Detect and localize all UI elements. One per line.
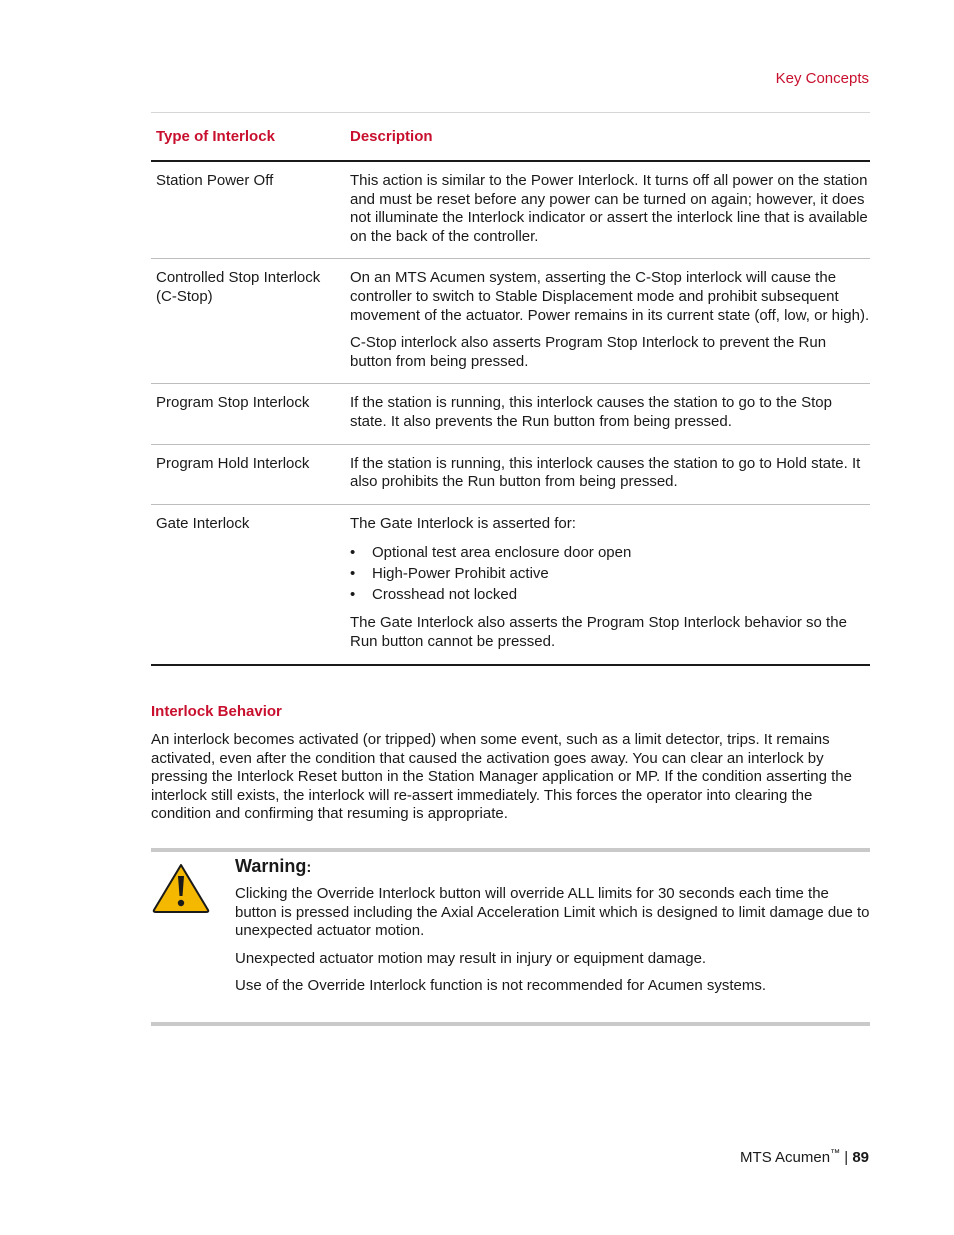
description-paragraph: If the station is running, this interlock causes the station to go to Hold state. It also prohibits the Run button from being pressed. [350, 454, 861, 491]
interlock-type: Gate Interlock [156, 514, 250, 532]
interlock-type: Station Power Off [156, 172, 274, 189]
description-paragraph: On an MTS Acumen system, asserting the C-Stop interlock will cause the controller to switch to Stable Displacement mode and prohibit subsequent movement of the actuator. Power remains in its current state (off, low, or high). [350, 269, 870, 324]
list-item: • High-Power Prohibit active [350, 563, 870, 584]
table-row [151, 505, 870, 666]
section-body: An interlock becomes activated (or tripped) when some event, such as a limit detector, trips. It remains activated, even after the condition that caused the activation goes away. You can clear an interlock by pressing the Interlock Reset button in the Station Manager application or MP. If the condition asserting the interlock still exists, the interlock will re-assert immediately. This forces the operator into clearing the condition and confirming that resuming is appropriate. [151, 731, 852, 823]
table-row [151, 162, 870, 259]
condition-list [350, 542, 870, 605]
footer-separator: | [840, 1149, 853, 1166]
running-header-section: Key Concepts [775, 70, 869, 87]
trademark-symbol: ™ [830, 1148, 841, 1159]
interlock-description [345, 394, 870, 431]
interlock-type: Controlled Stop Interlock (C-Stop) [156, 269, 321, 305]
table-row [151, 445, 870, 505]
warning-callout [151, 848, 870, 1026]
description-paragraph: C-Stop interlock also asserts Program Stop Interlock to prevent the Run button from being pressed. [350, 334, 827, 370]
warning-title: Warning: [235, 856, 312, 876]
list-item: • Optional test area enclosure door open [350, 542, 870, 563]
interlock-type: Program Hold Interlock [156, 454, 310, 472]
warning-paragraph: Use of the Override Interlock function is not recommended for Acumen systems. [235, 977, 767, 995]
warning-paragraph: Unexpected actuator motion may result in injury or equipment damage. [235, 949, 707, 967]
product-name: MTS Acumen [740, 1149, 831, 1166]
page-number: 89 [852, 1149, 869, 1166]
warning-content [235, 856, 870, 1005]
interlock-description [345, 172, 870, 246]
description-paragraph: If the station is running, this interlock causes the station to go to the Stop state. It also prevents the Run button from being pressed. [350, 394, 832, 430]
description-paragraph: The Gate Interlock is asserted for: [350, 514, 576, 532]
column-header-type: Type of Interlock [156, 128, 275, 145]
interlock-table [151, 112, 870, 666]
section-heading: Interlock Behavior [151, 703, 282, 720]
interlock-description [345, 269, 870, 371]
table-header-row [151, 113, 870, 162]
description-paragraph: The Gate Interlock also asserts the Program Stop Interlock behavior so the Run button cannot be pressed. [350, 614, 847, 650]
warning-paragraph: Clicking the Override Interlock button will override ALL limits for 30 seconds each time the button is pressed including the Axial Acceleration Limit which is designed to limit damage due to unexpected actuator motion. [235, 885, 870, 940]
interlock-description [345, 515, 870, 652]
list-item: • Crosshead not locked [350, 584, 870, 605]
interlock-description [345, 455, 870, 492]
description-paragraph: This action is similar to the Power Interlock. It turns off all power on the station and must be reset before any power can be turned on again; however, it does not illuminate the Interlock indicator or assert the interlock line that is available on the back of the controller. [350, 172, 868, 245]
warning-triangle-icon [151, 862, 211, 914]
column-header-description: Description [350, 128, 433, 145]
table-row [151, 259, 870, 384]
page-footer [740, 1148, 869, 1166]
table-row [151, 384, 870, 444]
interlock-type: Program Stop Interlock [156, 394, 310, 412]
